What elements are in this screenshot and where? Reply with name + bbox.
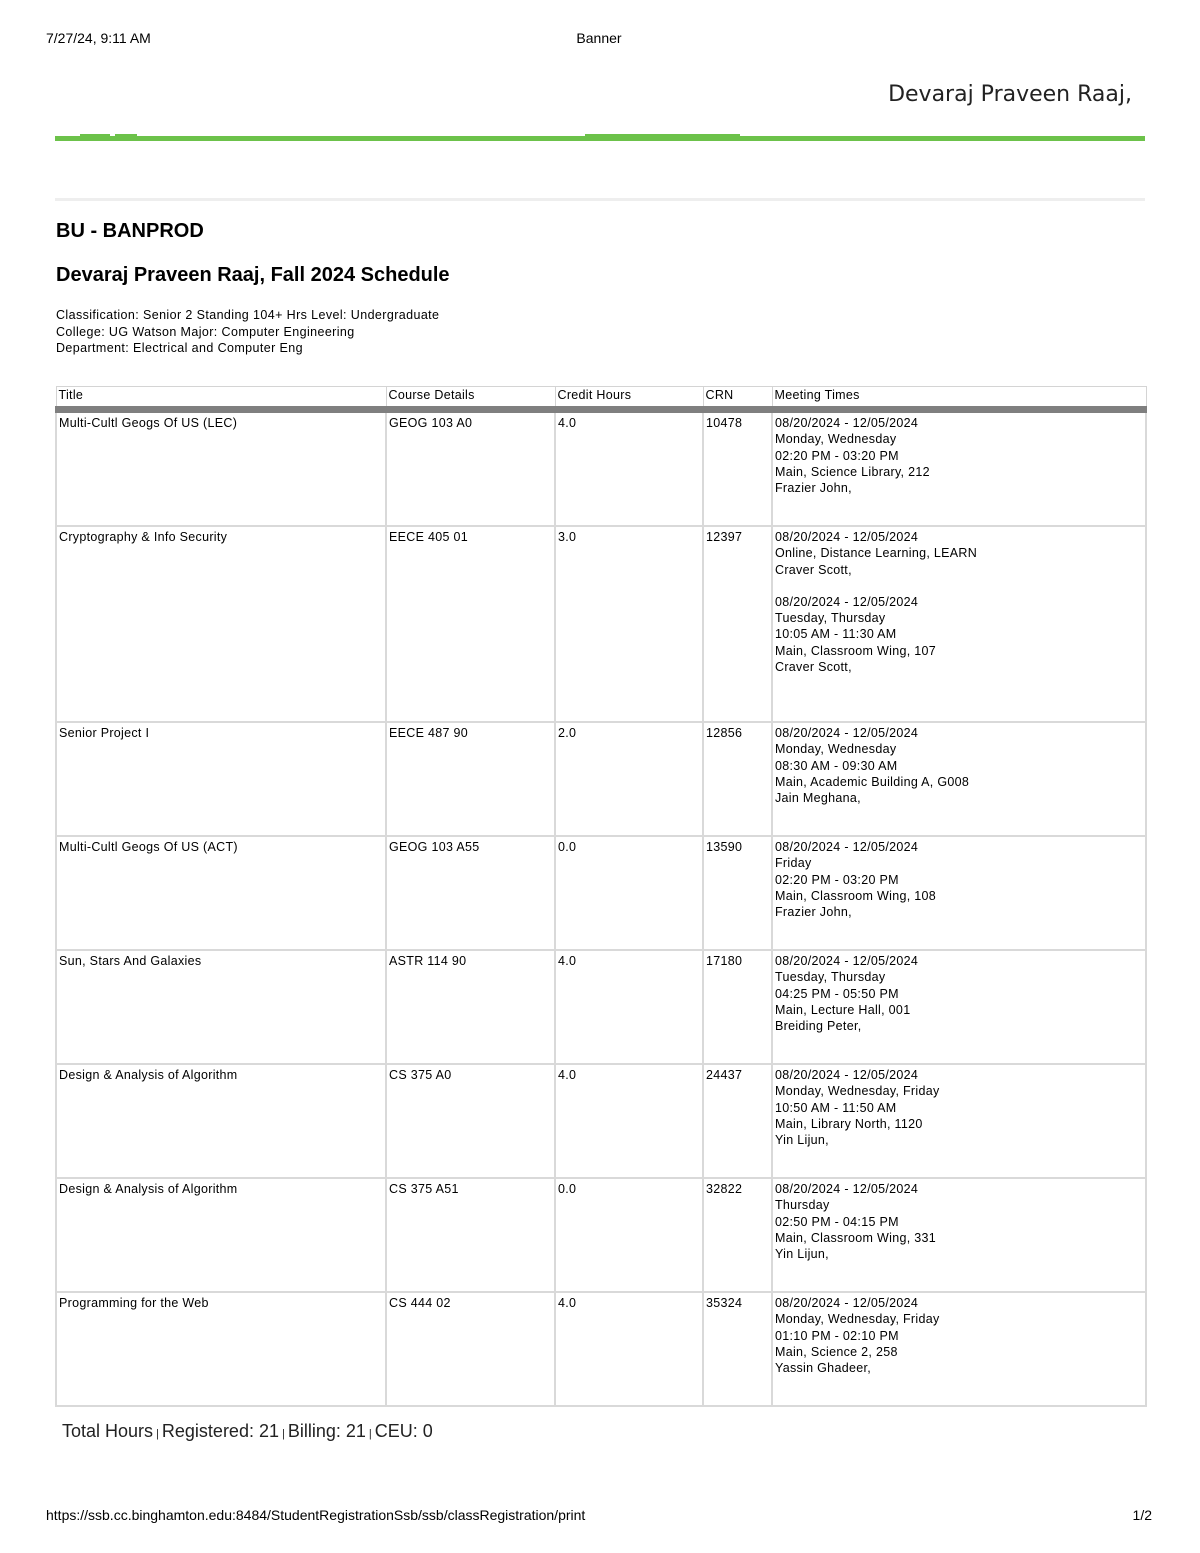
cell-course-details: CS 375 A0 (386, 1064, 555, 1178)
meeting-block (775, 529, 1143, 578)
meeting-location: Main, Classroom Wing, 331 (775, 1230, 937, 1245)
meeting-location: Main, Science 2, 258 (775, 1344, 898, 1359)
meeting-days: Tuesday, Thursday (775, 970, 886, 985)
meeting-block (775, 725, 1143, 806)
meeting-days: Monday, Wednesday, Friday (775, 1084, 940, 1099)
meeting-instructor: Breiding Peter, (775, 1019, 862, 1034)
cell-crn: 13590 (703, 836, 772, 950)
meeting-dates: 08/20/2024 - 12/05/2024 (775, 1296, 919, 1310)
meeting-days: Tuesday, Thursday (775, 611, 886, 626)
cell-course-details: EECE 487 90 (386, 722, 555, 836)
cell-meeting-times (772, 1178, 1146, 1292)
meeting-instructor: Craver Scott, (775, 562, 852, 577)
cell-course-details: CS 375 A51 (386, 1178, 555, 1292)
cell-meeting-times (772, 722, 1146, 836)
meeting-dates: 08/20/2024 - 12/05/2024 (775, 416, 919, 430)
table-row (56, 836, 1146, 950)
separator: | (156, 1428, 159, 1440)
cell-crn: 24437 (703, 1064, 772, 1178)
meeting-dates: 08/20/2024 - 12/05/2024 (775, 954, 919, 968)
column-header-meeting-times: Meeting Times (772, 387, 1146, 410)
meeting-time: 02:20 PM - 03:20 PM (775, 872, 899, 887)
meeting-block (775, 415, 1143, 496)
print-page-title: Banner (576, 30, 622, 46)
meeting-days: Monday, Wednesday (775, 432, 897, 447)
meeting-dates: 08/20/2024 - 12/05/2024 (775, 840, 919, 854)
schedule-table (55, 386, 1147, 1407)
meeting-location: Main, Classroom Wing, 107 (775, 643, 937, 658)
meeting-time: 10:05 AM - 11:30 AM (775, 627, 897, 642)
cell-course-title: Multi-Cultl Geogs Of US (ACT) (56, 836, 386, 950)
meeting-days: Monday, Wednesday, Friday (775, 1312, 940, 1327)
meeting-dates: 08/20/2024 - 12/05/2024 (775, 1182, 919, 1196)
cell-credit-hours: 4.0 (555, 950, 703, 1064)
total-ceu: CEU: 0 (374, 1421, 433, 1441)
column-header-course-details: Course Details (386, 387, 555, 410)
schedule-title: Devaraj Praveen Raaj, Fall 2024 Schedule (56, 264, 450, 286)
cell-course-title: Senior Project I (56, 722, 386, 836)
meeting-instructor: Yin Lijun, (775, 1133, 829, 1148)
column-header-title: Title (56, 387, 386, 410)
print-datetime: 7/27/24, 9:11 AM (46, 30, 151, 46)
meeting-days: Monday, Wednesday (775, 742, 897, 757)
meeting-location: Main, Classroom Wing, 108 (775, 888, 937, 903)
meeting-days: Friday (775, 856, 812, 871)
meeting-time: 08:30 AM - 09:30 AM (775, 758, 898, 773)
meeting-location: Main, Lecture Hall, 001 (775, 1002, 911, 1017)
cell-crn: 17180 (703, 950, 772, 1064)
table-row (56, 1064, 1146, 1178)
column-header-crn: CRN (703, 387, 772, 410)
student-info (56, 307, 439, 357)
meeting-dates: 08/20/2024 - 12/05/2024 (775, 726, 919, 740)
cell-course-details: ASTR 114 90 (386, 950, 555, 1064)
cell-credit-hours: 2.0 (555, 722, 703, 836)
org-name: BU - BANPROD (56, 220, 204, 242)
meeting-block (775, 1067, 1143, 1148)
print-url: https://ssb.cc.binghamton.edu:8484/StudentRegistrationSsb/ssb/classRegistration/print (46, 1507, 586, 1523)
cell-credit-hours: 3.0 (555, 526, 703, 722)
meeting-instructor: Frazier John, (775, 905, 852, 920)
meeting-time: 04:25 PM - 05:50 PM (775, 986, 899, 1001)
cell-course-title: Sun, Stars And Galaxies (56, 950, 386, 1064)
table-header-row (56, 387, 1146, 410)
meeting-time: 02:50 PM - 04:15 PM (775, 1214, 899, 1229)
cell-meeting-times (772, 1292, 1146, 1406)
cell-meeting-times (772, 836, 1146, 950)
student-info-college: College: UG Watson Major: Computer Engineering (56, 324, 355, 339)
cell-course-details: EECE 405 01 (386, 526, 555, 722)
meeting-location: Main, Academic Building A, G008 (775, 774, 970, 789)
cell-course-title: Design & Analysis of Algorithm (56, 1178, 386, 1292)
table-row (56, 950, 1146, 1064)
meeting-instructor: Yin Lijun, (775, 1247, 829, 1262)
cell-meeting-times (772, 410, 1146, 527)
meeting-block (775, 953, 1143, 1034)
meeting-block (775, 1295, 1143, 1376)
meeting-block (775, 594, 1143, 675)
accent-tab (80, 134, 110, 136)
total-hours (62, 1421, 433, 1442)
accent-tab (585, 134, 740, 136)
separator: | (368, 1428, 372, 1440)
cell-crn: 12856 (703, 722, 772, 836)
accent-tab (115, 134, 137, 136)
cell-course-details: CS 444 02 (386, 1292, 555, 1406)
column-header-credit-hours: Credit Hours (555, 387, 703, 410)
meeting-instructor: Yassin Ghadeer, (775, 1361, 871, 1376)
meeting-block (775, 839, 1143, 920)
section-divider (55, 198, 1145, 201)
meeting-dates: 08/20/2024 - 12/05/2024 (775, 530, 919, 544)
cell-credit-hours: 4.0 (555, 1292, 703, 1406)
table-row (56, 410, 1146, 527)
cell-meeting-times (772, 1064, 1146, 1178)
meeting-time: 02:20 PM - 03:20 PM (775, 448, 899, 463)
table-row (56, 1178, 1146, 1292)
cell-credit-hours: 4.0 (555, 410, 703, 527)
cell-crn: 32822 (703, 1178, 772, 1292)
print-page-number: 1/2 (1132, 1507, 1152, 1523)
table-row (56, 722, 1146, 836)
meeting-dates: 08/20/2024 - 12/05/2024 (775, 594, 919, 609)
separator: | (281, 1428, 285, 1440)
meeting-location: Main, Library North, 1120 (775, 1116, 923, 1131)
user-name-menu[interactable]: Devaraj Praveen Raaj, (888, 82, 1132, 107)
header-accent-bar (55, 136, 1145, 141)
total-billing: Billing: 21 (287, 1421, 366, 1441)
student-info-department: Department: Electrical and Computer Eng (56, 341, 303, 355)
cell-credit-hours: 4.0 (555, 1064, 703, 1178)
cell-course-details: GEOG 103 A0 (386, 410, 555, 527)
print-header (46, 30, 1152, 50)
cell-course-title: Cryptography & Info Security (56, 526, 386, 722)
cell-course-details: GEOG 103 A55 (386, 836, 555, 950)
cell-course-title: Programming for the Web (56, 1292, 386, 1406)
cell-crn: 10478 (703, 410, 772, 527)
cell-crn: 12397 (703, 526, 772, 722)
total-hours-label: Total Hours (62, 1421, 154, 1441)
meeting-instructor: Frazier John, (775, 481, 852, 496)
student-info-classification: Classification: Senior 2 Standing 104+ Hrs Level: Undergraduate (56, 308, 440, 322)
cell-course-title: Design & Analysis of Algorithm (56, 1064, 386, 1178)
cell-credit-hours: 0.0 (555, 836, 703, 950)
table-row (56, 526, 1146, 722)
meeting-time: 10:50 AM - 11:50 AM (775, 1100, 897, 1115)
meeting-location: Online, Distance Learning, LEARN (775, 546, 978, 561)
meeting-days: Thursday (775, 1198, 830, 1213)
table-row (56, 1292, 1146, 1406)
meeting-dates: 08/20/2024 - 12/05/2024 (775, 1068, 919, 1082)
meeting-instructor: Jain Meghana, (775, 791, 861, 806)
meeting-location: Main, Science Library, 212 (775, 464, 930, 479)
cell-course-title: Multi-Cultl Geogs Of US (LEC) (56, 410, 386, 527)
cell-meeting-times (772, 526, 1146, 722)
cell-credit-hours: 0.0 (555, 1178, 703, 1292)
cell-crn: 35324 (703, 1292, 772, 1406)
meeting-instructor: Craver Scott, (775, 660, 852, 675)
cell-meeting-times (772, 950, 1146, 1064)
total-registered: Registered: 21 (161, 1421, 279, 1441)
meeting-block (775, 1181, 1143, 1262)
meeting-time: 01:10 PM - 02:10 PM (775, 1328, 899, 1343)
